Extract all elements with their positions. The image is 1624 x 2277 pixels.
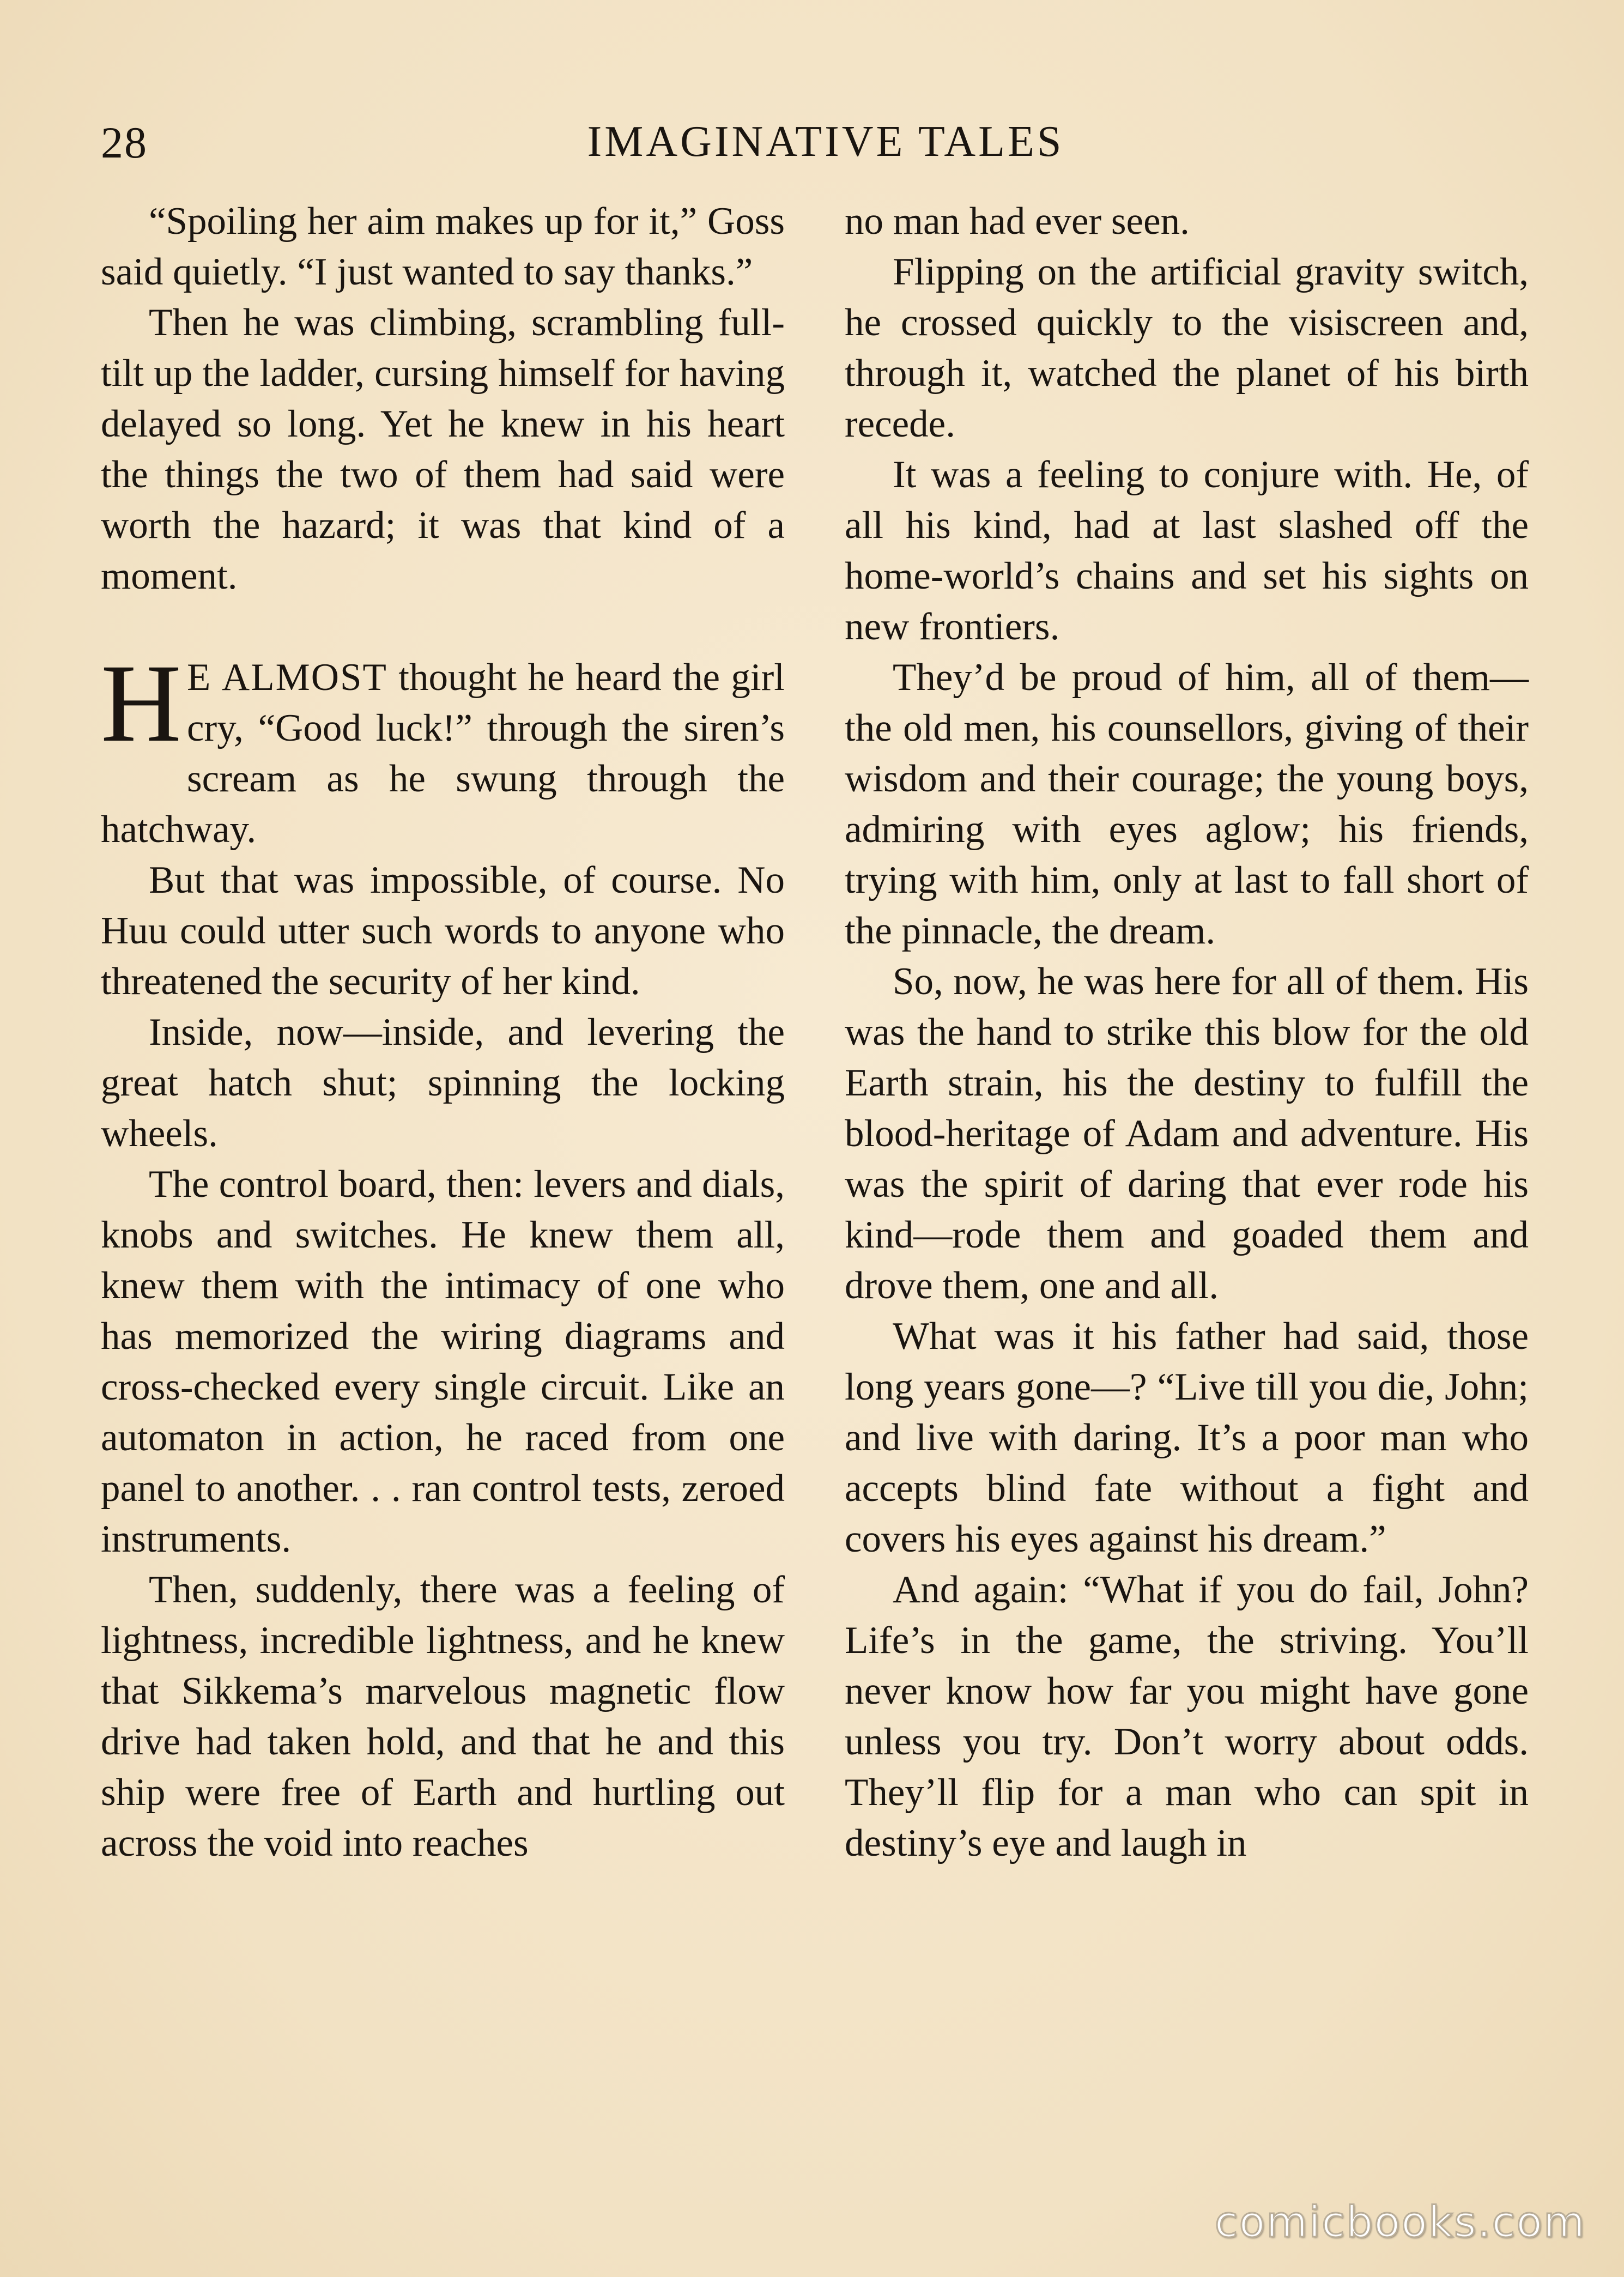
- paragraph: Then, suddenly, there was a feeling of lightness, incredible lightness, and he knew that Sikkema’s marvelous magnetic flow drive had taken hold, and that he and this ship were free of Earth and hurtling out across the void into reaches: [101, 1569, 785, 1864]
- page-number: 28: [101, 118, 148, 167]
- section-break: [101, 602, 785, 652]
- paragraph: What was it his father had said, those long years gone—? “Live till you die, John; and live with daring. It’s a poor man who accepts blind fate without a fight and covers his eyes against his dream.”: [845, 1315, 1529, 1560]
- lead-in-caps: E ALMOST: [187, 656, 387, 699]
- paragraph: Inside, now—inside, and levering the great hatch shut; spinning the locking wheels.: [101, 1011, 785, 1155]
- paragraph: Then he was climbing, scrambling full-tilt up the ladder, cursing himself for having delayed so long. Yet he knew in his heart the things the two of them had said were worth the hazard; it was that kind of a moment.: [101, 301, 785, 597]
- paragraph: And again: “What if you do fail, John? Life’s in the game, the striving. You’ll never know how far you might have gone unless you try. Don’t worry about odds. They’ll flip for a man who can spit in destiny’s eye and laugh in: [845, 1569, 1529, 1864]
- paragraph: The control board, then: levers and dials, knobs and switches. He knew them all, knew them with the intimacy of one who has memorized the wiring diagrams and cross-checked every single circuit. Like an automaton in action, he raced from one panel to another. . . ran control tests, zeroed instruments.: [101, 1163, 785, 1560]
- running-title: IMAGINATIVE TALES: [587, 118, 1064, 166]
- paragraph: But that was impossible, of course. No Huu could utter such words to anyone who threatened the security of her kind.: [101, 859, 785, 1003]
- paragraph-continued: no man had ever seen.: [845, 200, 1190, 243]
- paragraph: So, now, he was here for all of them. His was the hand to strike this blow for the old Earth strain, his the destiny to fulfill the blood-heritage of Adam and adventure. His was the spirit of daring that ever rode his kind—rode them and goaded them and drove them, one and all.: [845, 960, 1529, 1307]
- section-opening-paragraph: [101, 641, 785, 855]
- drop-cap: H: [101, 641, 182, 765]
- paragraph: Flipping on the artificial gravity switch, he crossed quickly to the visiscreen and, through it, watched the planet of his birth recede.: [845, 251, 1529, 445]
- paragraph: They’d be proud of him, all of them—the old men, his counsellors, giving of their wisdom and their courage; the young boys, admiring with eyes aglow; his friends, trying with him, only at last to fall short of the pinnacle, the dream.: [845, 656, 1529, 952]
- left-column: [101, 196, 785, 1869]
- paragraph: “Spoiling her aim makes up for it,” Goss said quietly. “I just wanted to say thanks.”: [101, 200, 785, 293]
- paragraph: It was a feeling to conjure with. He, of all his kind, had at last slashed off the home-world’s chains and set his sights on new frontiers.: [845, 453, 1529, 648]
- right-column: [845, 196, 1529, 1869]
- paragraph-text: thought he heard the girl cry, “Good luck!” through the siren’s scream as he swung through the hatchway.: [101, 656, 785, 851]
- page-header: [101, 117, 1529, 177]
- watermark: comicbooks.com: [1214, 2198, 1586, 2247]
